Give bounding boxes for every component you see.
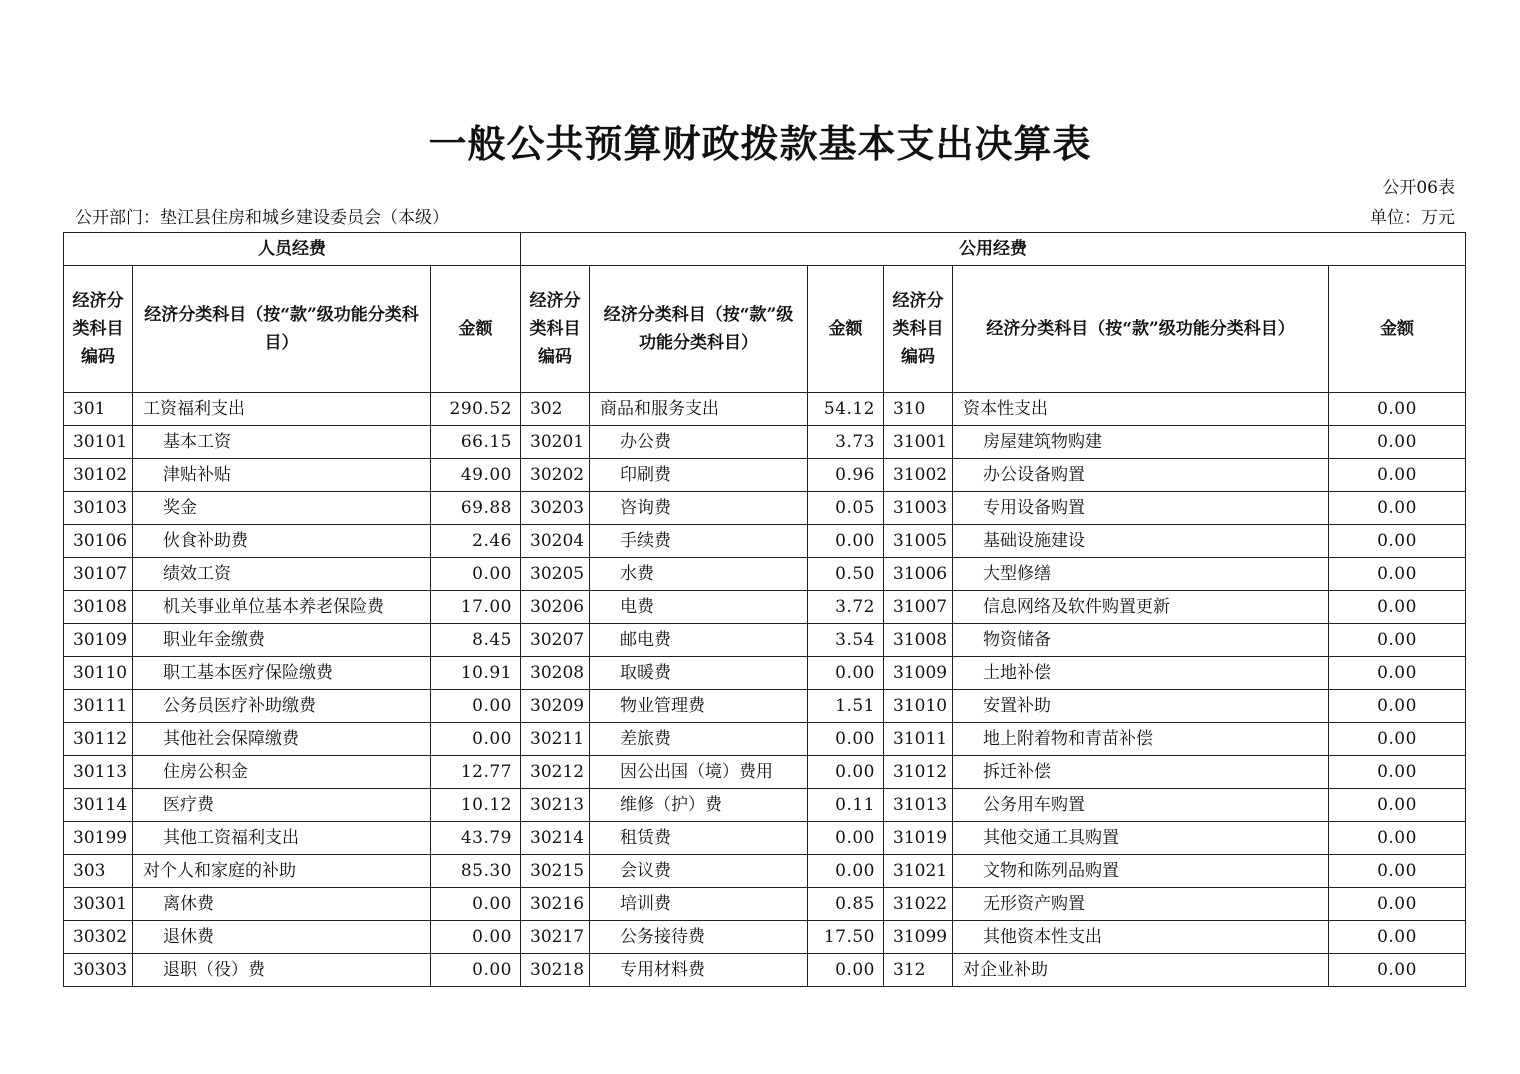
amount-cell: 0.50 bbox=[808, 558, 884, 591]
code-cell: 30111 bbox=[64, 690, 133, 723]
amount-cell: 0.96 bbox=[808, 459, 884, 492]
amount-cell: 0.00 bbox=[1329, 426, 1466, 459]
amount-cell: 0.00 bbox=[431, 954, 521, 987]
group-header-public: 公用经费 bbox=[521, 233, 1466, 266]
amount-cell: 0.00 bbox=[1329, 822, 1466, 855]
amount-cell: 0.85 bbox=[808, 888, 884, 921]
code-cell: 30110 bbox=[64, 657, 133, 690]
code-cell: 30205 bbox=[521, 558, 590, 591]
code-cell: 30301 bbox=[64, 888, 133, 921]
amount-cell: 69.88 bbox=[431, 492, 521, 525]
item-name-cell: 物业管理费 bbox=[590, 690, 808, 723]
item-name-cell: 对企业补助 bbox=[953, 954, 1329, 987]
item-name-cell: 培训费 bbox=[590, 888, 808, 921]
item-name-cell: 公务接待费 bbox=[590, 921, 808, 954]
column-header-amount: 金额 bbox=[808, 266, 884, 393]
table-row bbox=[64, 624, 1466, 657]
code-cell: 30199 bbox=[64, 822, 133, 855]
amount-cell: 0.00 bbox=[1329, 525, 1466, 558]
code-cell: 31006 bbox=[884, 558, 953, 591]
expenditure-table bbox=[63, 232, 1466, 987]
amount-cell: 0.00 bbox=[1329, 921, 1466, 954]
item-name-cell: 其他社会保障缴费 bbox=[133, 723, 431, 756]
item-name-cell: 基本工资 bbox=[133, 426, 431, 459]
item-name-cell: 其他交通工具购置 bbox=[953, 822, 1329, 855]
item-name-cell: 住房公积金 bbox=[133, 756, 431, 789]
column-header-amount: 金额 bbox=[431, 266, 521, 393]
item-name-cell: 退休费 bbox=[133, 921, 431, 954]
amount-cell: 0.00 bbox=[1329, 954, 1466, 987]
item-name-cell: 无形资产购置 bbox=[953, 888, 1329, 921]
code-cell: 31001 bbox=[884, 426, 953, 459]
item-name-cell: 办公费 bbox=[590, 426, 808, 459]
amount-cell: 3.72 bbox=[808, 591, 884, 624]
code-cell: 30302 bbox=[64, 921, 133, 954]
amount-cell: 0.00 bbox=[431, 921, 521, 954]
item-name-cell: 文物和陈列品购置 bbox=[953, 855, 1329, 888]
table-row bbox=[64, 591, 1466, 624]
amount-cell: 10.91 bbox=[431, 657, 521, 690]
amount-cell: 0.00 bbox=[1329, 690, 1466, 723]
item-name-cell: 工资福利支出 bbox=[133, 393, 431, 426]
table-row bbox=[64, 855, 1466, 888]
amount-cell: 12.77 bbox=[431, 756, 521, 789]
code-cell: 30114 bbox=[64, 789, 133, 822]
code-cell: 30212 bbox=[521, 756, 590, 789]
amount-cell: 49.00 bbox=[431, 459, 521, 492]
amount-cell: 43.79 bbox=[431, 822, 521, 855]
code-cell: 31019 bbox=[884, 822, 953, 855]
amount-cell: 0.00 bbox=[1329, 657, 1466, 690]
item-name-cell: 机关事业单位基本养老保险费 bbox=[133, 591, 431, 624]
item-name-cell: 其他工资福利支出 bbox=[133, 822, 431, 855]
table-row bbox=[64, 789, 1466, 822]
code-cell: 31009 bbox=[884, 657, 953, 690]
item-name-cell: 水费 bbox=[590, 558, 808, 591]
item-name-cell: 因公出国（境）费用 bbox=[590, 756, 808, 789]
table-row bbox=[64, 921, 1466, 954]
code-cell: 30216 bbox=[521, 888, 590, 921]
code-cell: 30214 bbox=[521, 822, 590, 855]
item-name-cell: 基础设施建设 bbox=[953, 525, 1329, 558]
item-name-cell: 退职（役）费 bbox=[133, 954, 431, 987]
item-name-cell: 公务员医疗补助缴费 bbox=[133, 690, 431, 723]
table-row bbox=[64, 525, 1466, 558]
item-name-cell: 安置补助 bbox=[953, 690, 1329, 723]
amount-cell: 8.45 bbox=[431, 624, 521, 657]
item-name-cell: 维修（护）费 bbox=[590, 789, 808, 822]
form-number: 公开06表 bbox=[1382, 178, 1455, 198]
amount-cell: 0.00 bbox=[431, 690, 521, 723]
item-name-cell: 商品和服务支出 bbox=[590, 393, 808, 426]
item-name-cell: 咨询费 bbox=[590, 492, 808, 525]
item-name-cell: 奖金 bbox=[133, 492, 431, 525]
column-header-amount: 金额 bbox=[1329, 266, 1466, 393]
code-cell: 30217 bbox=[521, 921, 590, 954]
item-name-cell: 信息网络及软件购置更新 bbox=[953, 591, 1329, 624]
item-name-cell: 地上附着物和青苗补偿 bbox=[953, 723, 1329, 756]
code-cell: 31010 bbox=[884, 690, 953, 723]
column-header-code: 经济分类科目编码 bbox=[64, 266, 133, 393]
amount-cell: 0.00 bbox=[808, 855, 884, 888]
item-name-cell: 电费 bbox=[590, 591, 808, 624]
code-cell: 30208 bbox=[521, 657, 590, 690]
item-name-cell: 物资储备 bbox=[953, 624, 1329, 657]
item-name-cell: 手续费 bbox=[590, 525, 808, 558]
group-header-personnel: 人员经费 bbox=[64, 233, 521, 266]
item-name-cell: 离休费 bbox=[133, 888, 431, 921]
item-name-cell: 医疗费 bbox=[133, 789, 431, 822]
table-row bbox=[64, 756, 1466, 789]
column-header-code: 经济分类科目编码 bbox=[521, 266, 590, 393]
code-cell: 30215 bbox=[521, 855, 590, 888]
page-title: 一般公共预算财政拨款基本支出决算表 bbox=[428, 121, 1092, 166]
item-name-cell: 资本性支出 bbox=[953, 393, 1329, 426]
code-cell: 30103 bbox=[64, 492, 133, 525]
item-name-cell: 专用设备购置 bbox=[953, 492, 1329, 525]
amount-cell: 0.00 bbox=[1329, 591, 1466, 624]
amount-cell: 0.00 bbox=[1329, 723, 1466, 756]
amount-cell: 0.00 bbox=[1329, 558, 1466, 591]
column-header-name: 经济分类科目（按“款”级功能分类科目） bbox=[133, 266, 431, 393]
item-name-cell: 公务用车购置 bbox=[953, 789, 1329, 822]
code-cell: 30211 bbox=[521, 723, 590, 756]
amount-cell: 0.00 bbox=[431, 888, 521, 921]
table-row bbox=[64, 393, 1466, 426]
table-row bbox=[64, 690, 1466, 723]
table-row bbox=[64, 459, 1466, 492]
item-name-cell: 专用材料费 bbox=[590, 954, 808, 987]
amount-cell: 290.52 bbox=[431, 393, 521, 426]
item-name-cell: 租赁费 bbox=[590, 822, 808, 855]
amount-cell: 85.30 bbox=[431, 855, 521, 888]
table-row bbox=[64, 492, 1466, 525]
amount-cell: 0.00 bbox=[1329, 459, 1466, 492]
code-cell: 31003 bbox=[884, 492, 953, 525]
code-cell: 31011 bbox=[884, 723, 953, 756]
amount-cell: 66.15 bbox=[431, 426, 521, 459]
code-cell: 302 bbox=[521, 393, 590, 426]
amount-cell: 0.00 bbox=[1329, 855, 1466, 888]
code-cell: 30303 bbox=[64, 954, 133, 987]
code-cell: 31005 bbox=[884, 525, 953, 558]
amount-cell: 0.00 bbox=[431, 723, 521, 756]
code-cell: 30203 bbox=[521, 492, 590, 525]
amount-cell: 0.00 bbox=[808, 756, 884, 789]
code-cell: 30107 bbox=[64, 558, 133, 591]
amount-cell: 0.00 bbox=[431, 558, 521, 591]
amount-cell: 0.11 bbox=[808, 789, 884, 822]
item-name-cell: 差旅费 bbox=[590, 723, 808, 756]
unit-label: 单位：万元 bbox=[1370, 208, 1455, 228]
code-cell: 30207 bbox=[521, 624, 590, 657]
item-name-cell: 津贴补贴 bbox=[133, 459, 431, 492]
column-header-code: 经济分类科目编码 bbox=[884, 266, 953, 393]
table-row bbox=[64, 822, 1466, 855]
code-cell: 310 bbox=[884, 393, 953, 426]
code-cell: 30106 bbox=[64, 525, 133, 558]
amount-cell: 10.12 bbox=[431, 789, 521, 822]
table-row bbox=[64, 426, 1466, 459]
item-name-cell: 印刷费 bbox=[590, 459, 808, 492]
code-cell: 30109 bbox=[64, 624, 133, 657]
amount-cell: 0.00 bbox=[808, 723, 884, 756]
amount-cell: 3.54 bbox=[808, 624, 884, 657]
code-cell: 31008 bbox=[884, 624, 953, 657]
code-cell: 31021 bbox=[884, 855, 953, 888]
item-name-cell: 绩效工资 bbox=[133, 558, 431, 591]
code-cell: 312 bbox=[884, 954, 953, 987]
code-cell: 30206 bbox=[521, 591, 590, 624]
code-cell: 30101 bbox=[64, 426, 133, 459]
code-cell: 31099 bbox=[884, 921, 953, 954]
code-cell: 30113 bbox=[64, 756, 133, 789]
table-row bbox=[64, 888, 1466, 921]
code-cell: 30108 bbox=[64, 591, 133, 624]
item-name-cell: 邮电费 bbox=[590, 624, 808, 657]
code-cell: 30204 bbox=[521, 525, 590, 558]
amount-cell: 0.00 bbox=[1329, 888, 1466, 921]
amount-cell: 0.05 bbox=[808, 492, 884, 525]
code-cell: 30202 bbox=[521, 459, 590, 492]
amount-cell: 0.00 bbox=[808, 954, 884, 987]
code-cell: 31022 bbox=[884, 888, 953, 921]
item-name-cell: 职工基本医疗保险缴费 bbox=[133, 657, 431, 690]
code-cell: 303 bbox=[64, 855, 133, 888]
amount-cell: 0.00 bbox=[808, 657, 884, 690]
department-label: 公开部门：垫江县住房和城乡建设委员会（本级） bbox=[75, 208, 449, 228]
code-cell: 301 bbox=[64, 393, 133, 426]
column-header-name: 经济分类科目（按“款”级功能分类科目） bbox=[590, 266, 808, 393]
item-name-cell: 对个人和家庭的补助 bbox=[133, 855, 431, 888]
code-cell: 30218 bbox=[521, 954, 590, 987]
amount-cell: 3.73 bbox=[808, 426, 884, 459]
amount-cell: 17.50 bbox=[808, 921, 884, 954]
item-name-cell: 伙食补助费 bbox=[133, 525, 431, 558]
item-name-cell: 土地补偿 bbox=[953, 657, 1329, 690]
amount-cell: 0.00 bbox=[1329, 393, 1466, 426]
amount-cell: 2.46 bbox=[431, 525, 521, 558]
amount-cell: 0.00 bbox=[1329, 492, 1466, 525]
column-header-name: 经济分类科目（按“款”级功能分类科目） bbox=[953, 266, 1329, 393]
table-row bbox=[64, 657, 1466, 690]
item-name-cell: 其他资本性支出 bbox=[953, 921, 1329, 954]
amount-cell: 17.00 bbox=[431, 591, 521, 624]
amount-cell: 0.00 bbox=[1329, 789, 1466, 822]
amount-cell: 0.00 bbox=[808, 525, 884, 558]
code-cell: 30209 bbox=[521, 690, 590, 723]
table-row bbox=[64, 558, 1466, 591]
amount-cell: 0.00 bbox=[1329, 756, 1466, 789]
table-row bbox=[64, 954, 1466, 987]
item-name-cell: 房屋建筑物购建 bbox=[953, 426, 1329, 459]
code-cell: 30112 bbox=[64, 723, 133, 756]
amount-cell: 0.00 bbox=[1329, 624, 1466, 657]
item-name-cell: 会议费 bbox=[590, 855, 808, 888]
code-cell: 31002 bbox=[884, 459, 953, 492]
amount-cell: 54.12 bbox=[808, 393, 884, 426]
item-name-cell: 取暖费 bbox=[590, 657, 808, 690]
amount-cell: 0.00 bbox=[808, 822, 884, 855]
code-cell: 31012 bbox=[884, 756, 953, 789]
item-name-cell: 大型修缮 bbox=[953, 558, 1329, 591]
code-cell: 30213 bbox=[521, 789, 590, 822]
code-cell: 31007 bbox=[884, 591, 953, 624]
item-name-cell: 职业年金缴费 bbox=[133, 624, 431, 657]
code-cell: 31013 bbox=[884, 789, 953, 822]
item-name-cell: 办公设备购置 bbox=[953, 459, 1329, 492]
amount-cell: 1.51 bbox=[808, 690, 884, 723]
item-name-cell: 拆迁补偿 bbox=[953, 756, 1329, 789]
code-cell: 30201 bbox=[521, 426, 590, 459]
code-cell: 30102 bbox=[64, 459, 133, 492]
table-row bbox=[64, 723, 1466, 756]
